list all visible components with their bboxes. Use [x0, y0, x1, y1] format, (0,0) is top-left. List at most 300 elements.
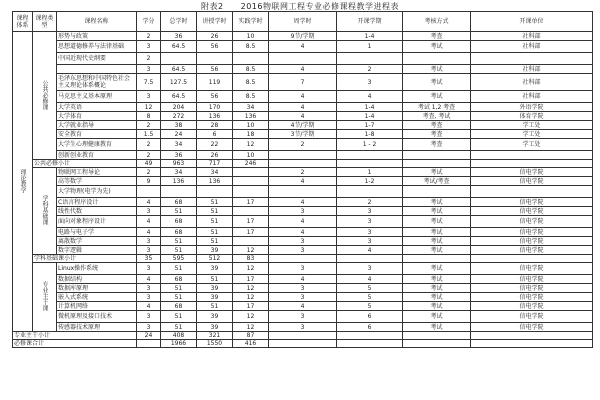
table-cell: 5: [337, 302, 403, 311]
table-cell: 26: [197, 32, 233, 41]
table-cell: [57, 65, 137, 74]
table-body: [13, 32, 593, 348]
table-cell: 3: [337, 263, 403, 275]
table-cell: [269, 332, 337, 340]
table-cell: C语言程序设计: [57, 198, 137, 207]
table-cell: 嵌入式系统: [57, 293, 137, 302]
type-basic-label: 学科基础课: [41, 195, 48, 225]
col-header: 学分: [137, 12, 161, 32]
table-cell: 68: [161, 198, 197, 207]
table-cell: 39: [197, 293, 233, 302]
col-header: 开课学期: [337, 12, 403, 32]
table-cell: 7: [269, 74, 337, 91]
table-cell: 社科部: [471, 65, 593, 74]
table-cell: [403, 255, 471, 263]
table-cell: 34: [197, 168, 233, 177]
col-header: 课程体系: [13, 12, 33, 32]
table-cell: 4: [269, 228, 337, 237]
table-cell: 考试: [403, 246, 471, 255]
table-cell: 安全教育: [57, 130, 137, 139]
table-cell: 51: [161, 246, 197, 255]
type-core-label: 专业主干课: [41, 281, 48, 311]
table-cell: 717: [197, 160, 233, 168]
table-cell: 考试: [403, 207, 471, 216]
table-cell: 6: [337, 323, 403, 332]
table-cell: 18: [233, 130, 269, 139]
table-cell: 4: [269, 198, 337, 207]
table-cell: 136: [233, 112, 269, 121]
table-cell: 127.5: [161, 74, 197, 91]
table-cell: 3: [337, 216, 403, 228]
table-cell: 考试 1,2 考查: [403, 103, 471, 112]
table-cell: [403, 186, 471, 198]
table-cell: [403, 53, 471, 65]
table-cell: 信电学院: [471, 246, 593, 255]
table-cell: 8.5: [233, 74, 269, 91]
table-cell: 信电学院: [471, 263, 593, 275]
table-row: [13, 103, 593, 112]
subtotal-row: [13, 160, 593, 168]
table-cell: 3: [137, 284, 161, 293]
table-cell: 大学就业指导: [57, 121, 137, 130]
table-cell: [403, 340, 471, 348]
table-cell: 4: [137, 302, 161, 311]
table-cell: [269, 151, 337, 160]
table-cell: 12: [233, 284, 269, 293]
table-row: [13, 311, 593, 323]
table-cell: 6: [197, 130, 233, 139]
table-cell: 51: [197, 275, 233, 284]
table-cell: 4: [269, 216, 337, 228]
table-row: [13, 74, 593, 91]
table-cell: 1-4: [337, 112, 403, 121]
table-cell: 考试: [403, 168, 471, 177]
table-cell: 2: [137, 32, 161, 41]
table-cell: 4: [337, 275, 403, 284]
table-row: [13, 207, 593, 216]
table-cell: 34: [161, 168, 197, 177]
table-cell: 3: [137, 207, 161, 216]
table-cell: 12: [233, 323, 269, 332]
table-cell: 社科部: [471, 41, 593, 53]
table-cell: 51: [161, 293, 197, 302]
table-cell: [233, 186, 269, 198]
document-title: 附表2 2016物联网工程专业必修课程教学进程表: [201, 2, 399, 11]
table-cell: [161, 186, 197, 198]
table-cell: 51: [197, 198, 233, 207]
table-cell: 4: [269, 112, 337, 121]
table-cell: 信电学院: [471, 275, 593, 284]
table-row: [13, 112, 593, 121]
table-cell: [269, 186, 337, 198]
table-cell: 大学体育: [57, 112, 137, 121]
table-cell: 毛泽东思想和中国特色社会主义理论体系概论: [57, 74, 137, 91]
col-header: 周学时: [269, 12, 337, 32]
table-cell: 204: [161, 103, 197, 112]
table-cell: 2: [269, 168, 337, 177]
table-cell: [471, 340, 593, 348]
table-cell: 416: [233, 340, 269, 348]
table-cell: 外语学院: [471, 103, 593, 112]
table-cell: 56: [197, 65, 233, 74]
table-cell: [197, 53, 233, 65]
table-cell: 考查: [403, 139, 471, 151]
table-cell: 87: [233, 332, 269, 340]
table-cell: 12: [233, 246, 269, 255]
table-cell: 2: [137, 151, 161, 160]
table-cell: 考试/考查: [403, 177, 471, 186]
table-cell: 51: [197, 207, 233, 216]
table-cell: 595: [161, 255, 197, 263]
table-cell: [337, 160, 403, 168]
table-cell: 136: [197, 177, 233, 186]
table-cell: [197, 186, 233, 198]
course-table: [12, 11, 593, 348]
col-header: 课程类型: [33, 12, 57, 32]
col-header: 课程名称: [57, 12, 137, 32]
type-general: [33, 32, 57, 160]
table-cell: 39: [197, 284, 233, 293]
table-cell: 51: [197, 302, 233, 311]
subtotal-label: 公共必修小计: [33, 160, 137, 168]
table-cell: 8: [137, 112, 161, 121]
type-core: [33, 263, 57, 332]
table-cell: 321: [197, 332, 233, 340]
table-cell: 考试: [403, 284, 471, 293]
table-cell: 1-4: [337, 32, 403, 41]
table-cell: 4: [137, 198, 161, 207]
table-cell: 36: [161, 151, 197, 160]
table-cell: 4: [269, 177, 337, 186]
table-cell: 4: [337, 246, 403, 255]
table-cell: 3: [269, 284, 337, 293]
table-cell: [337, 255, 403, 263]
table-cell: 51: [161, 263, 197, 275]
table-cell: 68: [161, 302, 197, 311]
table-cell: 68: [161, 228, 197, 237]
table-cell: 2: [137, 139, 161, 151]
table-row: [13, 275, 593, 284]
table-cell: 39: [197, 323, 233, 332]
table-row: [13, 263, 593, 275]
table-cell: 963: [161, 160, 197, 168]
type-general-label: 公共必修课: [41, 79, 48, 110]
table-cell: 170: [197, 103, 233, 112]
table-cell: 考试: [403, 323, 471, 332]
table-cell: 10: [233, 121, 269, 130]
table-cell: [471, 53, 593, 65]
subtotal-label: 学科基础课小计: [33, 255, 137, 263]
table-cell: 119: [197, 74, 233, 91]
table-cell: 社科部: [471, 32, 593, 41]
table-cell: 3: [337, 207, 403, 216]
table-cell: 17: [233, 275, 269, 284]
table-cell: 体育学院: [471, 112, 593, 121]
table-cell: 2: [137, 168, 161, 177]
table-cell: 64.5: [161, 91, 197, 103]
table-cell: 高等数学: [57, 177, 137, 186]
table-cell: 考试: [403, 216, 471, 228]
table-row: [13, 216, 593, 228]
table-cell: [233, 168, 269, 177]
table-cell: 17: [233, 198, 269, 207]
table-cell: 考试: [403, 91, 471, 103]
table-cell: 2: [337, 198, 403, 207]
table-cell: 26: [197, 151, 233, 160]
table-cell: 17: [233, 228, 269, 237]
table-cell: 83: [233, 255, 269, 263]
table-cell: [471, 151, 593, 160]
table-cell: 4: [269, 65, 337, 74]
table-cell: 线性代数: [57, 207, 137, 216]
table-cell: 3: [137, 311, 161, 323]
table-cell: 7.5: [137, 74, 161, 91]
subtotal-row: [13, 340, 593, 348]
table-cell: 6: [337, 311, 403, 323]
table-cell: 形势与政策: [57, 32, 137, 41]
table-cell: 信电学院: [471, 311, 593, 323]
table-cell: 数据库原理: [57, 284, 137, 293]
table-row: [13, 246, 593, 255]
table-cell: 51: [161, 207, 197, 216]
table-cell: 12: [233, 139, 269, 151]
table-row: [13, 32, 593, 41]
table-cell: 8.5: [233, 91, 269, 103]
table-cell: 3: [269, 311, 337, 323]
table-cell: 数据结构: [57, 275, 137, 284]
subtotal-label: 必修课合计: [13, 340, 137, 348]
table-cell: 3: [269, 246, 337, 255]
table-cell: 考查, 考试: [403, 112, 471, 121]
table-row: [13, 177, 593, 186]
table-cell: 39: [197, 246, 233, 255]
table-cell: 56: [197, 91, 233, 103]
table-cell: 34: [161, 139, 197, 151]
table-cell: 5: [337, 284, 403, 293]
table-cell: 考试: [403, 74, 471, 91]
table-cell: 8.5: [233, 65, 269, 74]
table-cell: 社科部: [471, 74, 593, 91]
table-cell: 51: [197, 228, 233, 237]
table-cell: 4: [269, 91, 337, 103]
table-cell: 24: [137, 332, 161, 340]
table-row: [13, 228, 593, 237]
table-cell: 信电学院: [471, 198, 593, 207]
table-cell: [337, 53, 403, 65]
table-cell: 39: [197, 311, 233, 323]
table-cell: 信电学院: [471, 237, 593, 246]
table-cell: 2: [337, 65, 403, 74]
table-cell: [233, 53, 269, 65]
table-cell: 大学生心理健康教育: [57, 139, 137, 151]
table-cell: 3: [137, 91, 161, 103]
table-row: [13, 41, 593, 53]
table-cell: 物联网工程导论: [57, 168, 137, 177]
table-cell: 考试: [403, 228, 471, 237]
table-cell: 信电学院: [471, 302, 593, 311]
table-cell: [161, 53, 197, 65]
table-cell: 1: [337, 168, 403, 177]
table-row: [13, 65, 593, 74]
table-cell: 12: [233, 311, 269, 323]
table-cell: [337, 340, 403, 348]
table-cell: 3: [137, 65, 161, 74]
table-cell: [471, 255, 593, 263]
table-cell: 考试: [403, 237, 471, 246]
table-cell: [233, 177, 269, 186]
table-cell: [403, 151, 471, 160]
table-cell: 64.5: [161, 41, 197, 53]
table-cell: 5: [337, 293, 403, 302]
table-cell: 246: [233, 160, 269, 168]
table-cell: 4: [269, 41, 337, 53]
table-row: [13, 130, 593, 139]
table-cell: 1-8: [337, 130, 403, 139]
table-cell: 考查: [403, 130, 471, 139]
table-cell: 49: [137, 160, 161, 168]
table-cell: 64.5: [161, 65, 197, 74]
table-cell: 1-4: [337, 103, 403, 112]
table-cell: 17: [233, 216, 269, 228]
table-cell: 51: [197, 237, 233, 246]
col-header: 讲授学时: [197, 12, 233, 32]
table-cell: [269, 53, 337, 65]
subtotal-label: 专业主干小计: [13, 332, 137, 340]
table-cell: [137, 340, 161, 348]
table-cell: 38: [161, 121, 197, 130]
table-cell: [471, 160, 593, 168]
table-cell: 408: [161, 332, 197, 340]
table-row: [13, 139, 593, 151]
table-cell: 3: [137, 293, 161, 302]
type-basic: [33, 168, 57, 255]
table-cell: 2: [269, 139, 337, 151]
table-cell: 4: [137, 228, 161, 237]
table-cell: 考试: [403, 293, 471, 302]
table-cell: 3: [269, 323, 337, 332]
table-cell: 12: [233, 293, 269, 302]
table-cell: 数字逻辑: [57, 246, 137, 255]
table-cell: 信电学院: [471, 284, 593, 293]
table-cell: 512: [197, 255, 233, 263]
table-row: [13, 284, 593, 293]
subtotal-row: [13, 255, 593, 263]
table-cell: 2: [137, 121, 161, 130]
table-cell: 3: [137, 263, 161, 275]
table-cell: 学工处: [471, 130, 593, 139]
table-row: [13, 293, 593, 302]
table-row: [13, 151, 593, 160]
table-cell: 1: [337, 41, 403, 53]
table-cell: 信电学院: [471, 293, 593, 302]
table-cell: 4节/学期: [269, 121, 337, 130]
table-cell: 39: [197, 263, 233, 275]
table-cell: 考试: [403, 198, 471, 207]
table-cell: 4: [137, 275, 161, 284]
table-row: [13, 168, 593, 177]
table-cell: 10: [233, 151, 269, 160]
table-cell: 2: [137, 53, 161, 65]
table-cell: Linux操作系统: [57, 263, 137, 275]
table-row: [13, 121, 593, 130]
table-cell: 51: [161, 323, 197, 332]
table-cell: 学工处: [471, 139, 593, 151]
system-label: [13, 32, 33, 332]
table-cell: 1-2: [337, 177, 403, 186]
table-row: [13, 323, 593, 332]
table-row: [13, 53, 593, 65]
table-cell: 信电学院: [471, 228, 593, 237]
col-header: 考核方式: [403, 12, 471, 32]
table-cell: 34: [233, 103, 269, 112]
table-cell: [337, 151, 403, 160]
table-cell: 17: [233, 302, 269, 311]
table-row: [13, 186, 593, 198]
table-cell: 1.5: [137, 130, 161, 139]
table-cell: 4: [137, 216, 161, 228]
table-cell: 9节/学期: [269, 32, 337, 41]
table-cell: 微机原理及接口技术: [57, 311, 137, 323]
table-cell: 马克思主义基本原理: [57, 91, 137, 103]
table-cell: 56: [197, 41, 233, 53]
table-cell: 3: [337, 74, 403, 91]
table-cell: 68: [161, 275, 197, 284]
table-cell: 社科部: [471, 91, 593, 103]
table-cell: 24: [161, 130, 197, 139]
table-cell: 28: [197, 121, 233, 130]
table-cell: 3: [269, 263, 337, 275]
table-cell: 3: [137, 41, 161, 53]
table-cell: 大学物理(电学为先): [57, 186, 137, 198]
table-cell: [233, 237, 269, 246]
table-cell: 4: [337, 91, 403, 103]
table-cell: [269, 255, 337, 263]
table-cell: 36: [161, 32, 197, 41]
table-cell: 3: [269, 207, 337, 216]
table-cell: 35: [137, 255, 161, 263]
table-cell: [337, 332, 403, 340]
table-cell: 电路与电子学: [57, 228, 137, 237]
table-cell: 中国近现代史纲要: [57, 53, 137, 65]
table-cell: 51: [161, 237, 197, 246]
table-cell: 1550: [197, 340, 233, 348]
table-cell: 考查: [403, 32, 471, 41]
table-cell: 1-7: [337, 121, 403, 130]
table-cell: 10: [233, 32, 269, 41]
table-cell: 4: [269, 275, 337, 284]
table-cell: 信电学院: [471, 177, 593, 186]
table-cell: 8.5: [233, 41, 269, 53]
table-cell: 考试: [403, 275, 471, 284]
table-row: [13, 91, 593, 103]
table-cell: 面向对象程序设计: [57, 216, 137, 228]
table-row: [13, 198, 593, 207]
table-cell: [471, 332, 593, 340]
table-cell: 4: [269, 302, 337, 311]
table-cell: 22: [197, 139, 233, 151]
header-row: [13, 12, 593, 32]
table-cell: 考试: [403, 311, 471, 323]
table-cell: 51: [161, 311, 197, 323]
table-cell: [233, 207, 269, 216]
table-cell: 3: [337, 237, 403, 246]
table-cell: 3: [137, 237, 161, 246]
table-cell: 考试: [403, 302, 471, 311]
table-cell: 创新创业教育: [57, 151, 137, 160]
table-cell: 信电学院: [471, 216, 593, 228]
table-cell: 3: [269, 293, 337, 302]
col-header: 总学时: [161, 12, 197, 32]
